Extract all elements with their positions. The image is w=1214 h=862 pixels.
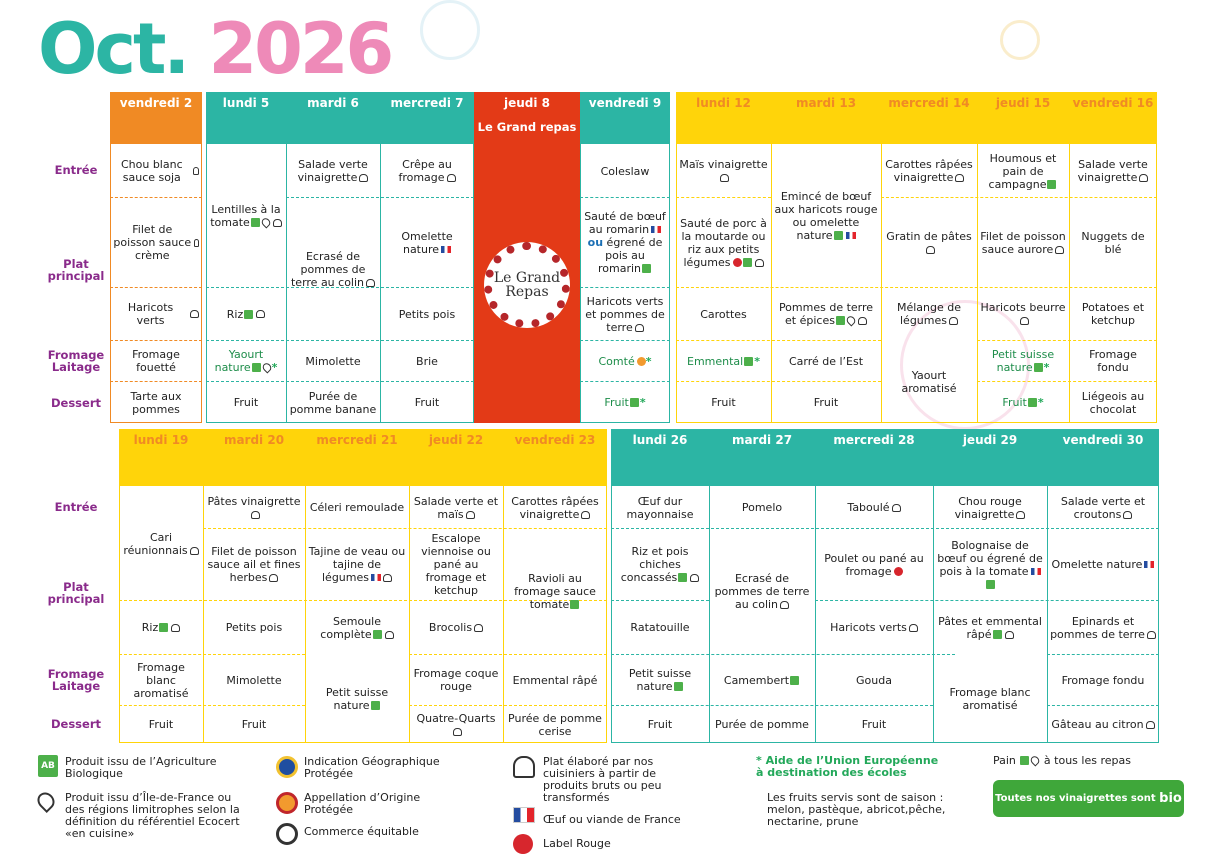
bio-icon (1034, 363, 1043, 372)
bio-icon (674, 682, 683, 691)
chef-icon (447, 174, 456, 182)
menu-cell: Omelette nature (1047, 529, 1159, 600)
menu-cell: Crêpe au fromage (380, 145, 474, 197)
menu-cell: Fruit (241, 718, 267, 731)
menu-cell: Filet de poisson sauce ail et fines herbes (207, 545, 301, 584)
menu-cell: Purée de pomme cerise (508, 711, 602, 738)
label-rouge-logo-icon (513, 834, 533, 854)
legend-local: Produit issu d’Île-de-France ou des régions limitrophes selon la définition du référentiel Ecocert «en cuisine» (65, 791, 240, 840)
menu-cell: Ravioli au fromage sauce tomate (514, 572, 596, 611)
bio-icon (642, 264, 651, 273)
menu-cell: Filet de poisson sauce crème (110, 198, 202, 287)
day-header: vendredi 2 (110, 92, 202, 144)
menu-cell: Yaourt nature * (214, 348, 278, 374)
menu-cell: Gouda (856, 673, 892, 687)
chef-icon (269, 574, 278, 582)
chef-icon (193, 167, 199, 175)
chef-icon (909, 624, 918, 632)
chef-icon (892, 504, 901, 512)
chef-icon (926, 246, 935, 254)
row-label-entree: Entrée (54, 163, 98, 177)
menu-cell: Filet de poisson sauce aurore (980, 229, 1066, 256)
menu-cell: Emmental râpé (512, 673, 598, 687)
grand-repas-title: Le Grand repas (477, 120, 577, 134)
chef-icon (949, 317, 958, 325)
bio-logo-icon: AB (38, 755, 58, 777)
bio-icon (630, 398, 639, 407)
menu-cell: Fromage coque rouge (413, 667, 499, 693)
menu-cell: Sauté de bœuf au romarin ou égrené de pois au romarin (584, 210, 666, 275)
row-label-plat: Plat principal (47, 257, 105, 283)
map-pin-icon (34, 789, 58, 813)
menu-cell: Comté * (598, 354, 652, 368)
row-label-dessert: Dessert (50, 717, 101, 731)
menu-cell: Petit suisse nature * (991, 348, 1055, 374)
france-icon (371, 574, 381, 581)
menu-cell: Petit suisse nature (628, 667, 692, 693)
chef-icon (190, 547, 199, 555)
chef-icon (690, 574, 699, 582)
legend-bio: Produit issu de l’Agriculture Biologique (65, 755, 217, 780)
menu-cell: Petits pois (225, 621, 283, 634)
day-header: vendredi 9 (580, 92, 670, 144)
menu-cell: Emmental * (687, 354, 760, 368)
bio-icon (251, 218, 260, 227)
menu-cell: Pomelo (741, 501, 783, 514)
menu-cell: Sauté de porc à la moutarde ou riz aux petits légumes (680, 216, 767, 269)
menu-cell: Purée de pomme banane (289, 389, 377, 416)
menu-cell: Salade verte vinaigrette (297, 158, 368, 184)
menu-cell: Bolognaise de bœuf ou égrené de pois à la tomate (933, 529, 1047, 600)
day-header: mardi 6 (307, 96, 359, 110)
day-header: lundi 19 (133, 433, 189, 447)
day-header: jeudi 22 (428, 433, 484, 447)
day-header: mercredi 28 (833, 433, 915, 447)
bio-icon (1020, 756, 1029, 765)
chef-icon (383, 574, 392, 582)
row-label-plat: Plat principal (47, 580, 105, 606)
bio-icon (678, 573, 687, 582)
menu-cell: Fruit (861, 718, 887, 731)
title-month: Oct. (38, 8, 188, 90)
menu-cell: Haricots verts (815, 601, 933, 654)
menu-cell: Petits pois (398, 307, 456, 321)
menu-cell: Ratatouille (630, 621, 690, 634)
chef-icon (359, 174, 368, 182)
menu-cell: Lentilles à la tomate (210, 203, 281, 229)
menu-cell: Salade verte vinaigrette (1077, 158, 1148, 184)
menu-cell: Poulet ou pané au fromage (824, 551, 924, 578)
chef-icon (273, 219, 282, 227)
menu-cell: Mimolette (305, 354, 361, 368)
menu-cell: Omelette nature (401, 229, 453, 256)
chef-icon (474, 624, 483, 632)
menu-cell: Semoule complète (305, 601, 409, 654)
menu-cell: Fruit (711, 396, 736, 409)
menu-cell: Camembert (709, 655, 815, 705)
chef-icon (1016, 511, 1025, 519)
bio-icon (371, 701, 380, 710)
day-header: vendredi 30 (1062, 433, 1144, 447)
day-header: mardi 13 (795, 96, 857, 110)
chef-icon (1055, 246, 1064, 254)
vinaigrette-badge: Toutes nos vinaigrettes sont bio (993, 780, 1184, 817)
menu-cell: Pommes de terre et épices (778, 301, 874, 327)
day-header: mercredi 14 (888, 96, 970, 110)
menu-cell: Potatoes et ketchup (1081, 301, 1145, 327)
menu-cell: Quatre-Quarts (409, 706, 503, 743)
chef-icon (194, 239, 199, 247)
local-icon (1029, 754, 1041, 766)
menu-cell: Escalope viennoise ou pané au fromage et ketchup (421, 532, 491, 597)
menu-cell: Fruit (647, 718, 673, 731)
menu-cell: Chou blanc sauce soja (110, 145, 202, 197)
row-label-dessert: Dessert (50, 396, 101, 410)
chef-icon (720, 174, 729, 182)
day-header: jeudi 15 (995, 96, 1051, 110)
legend-label-rouge: Label Rouge (543, 837, 611, 850)
menu-cell: Fruit (813, 396, 839, 409)
day-header: vendredi 23 (514, 433, 596, 447)
menu-cell: Carottes râpées vinaigrette (885, 158, 973, 184)
menu-cell: Gratin de pâtes (881, 198, 977, 287)
legend-france: Œuf ou viande de France (543, 813, 681, 826)
bio-icon (244, 310, 253, 319)
menu-cell: Petit suisse nature (325, 686, 389, 712)
menu-cell: Haricots verts et pommes de terre (585, 294, 665, 334)
menu-cell: Riz (206, 288, 286, 340)
menu-cell: Houmous et pain de campagne (988, 151, 1057, 191)
aop-icon (637, 357, 646, 366)
menu-cell: Mimolette (226, 673, 282, 687)
day-header: jeudi 8 (503, 96, 551, 110)
chef-icon (385, 631, 394, 639)
menu-cell: Fruit * (604, 396, 646, 409)
bio-icon (744, 357, 753, 366)
france-icon (441, 246, 451, 253)
bio-icon (790, 676, 799, 685)
menu-cell: Fromage fondu (1089, 348, 1137, 374)
row-label-fromage: Fromage Laitage (47, 667, 105, 693)
bio-icon (993, 630, 1002, 639)
menu-cell: Pâtes vinaigrette (203, 487, 305, 528)
bio-icon (836, 316, 845, 325)
france-flag-icon (513, 807, 535, 823)
decor-circle (1000, 20, 1040, 60)
chef-icon (1005, 631, 1014, 639)
menu-cell: Chou rouge vinaigrette (933, 487, 1047, 528)
bio-icon (159, 623, 168, 632)
menu-cell: Fromage fouetté (132, 348, 180, 374)
title-year: 2026 (208, 8, 392, 90)
day-header: mercredi 21 (316, 433, 398, 447)
day-header: lundi 12 (696, 96, 751, 110)
menu-cell: Gâteau au citron (1047, 706, 1159, 743)
menu-cell: Fruit (414, 396, 440, 409)
bio-icon (834, 231, 843, 240)
decor-circle (420, 0, 480, 60)
fair-trade-icon (276, 823, 298, 845)
legend-equitable: Commerce équitable (304, 825, 419, 838)
label-rouge-icon (733, 258, 742, 267)
menu-cell: Brie (416, 354, 438, 368)
day-header: lundi 5 (222, 96, 270, 110)
chef-icon (1020, 317, 1029, 325)
igp-icon (276, 756, 298, 778)
bio-icon (570, 600, 579, 609)
chef-icon (755, 259, 764, 267)
legend-igp: Indication Géographique Protégée (304, 755, 440, 780)
menu-cell: Liégeois au chocolat (1081, 389, 1145, 416)
menu-cell: Tarte aux pommes (130, 389, 182, 416)
day-header: mardi 20 (223, 433, 285, 447)
chef-icon (190, 310, 199, 318)
day-header: jeudi 29 (962, 433, 1018, 447)
menu-cell: Céleri remoulade (309, 501, 405, 514)
menu-cell: Maïs vinaigrette (676, 145, 771, 197)
chef-icon (251, 511, 260, 519)
day-header: mardi 27 (731, 433, 793, 447)
bio-icon (986, 580, 995, 589)
menu-cell: Epinards et pommes de terre (1047, 601, 1159, 654)
menu-cell: Fromage blanc aromatisé (133, 660, 189, 700)
local-icon (260, 216, 272, 228)
row-label-entree: Entrée (54, 500, 98, 514)
menu-cell: Tajine de veau ou tajine de légumes (308, 545, 406, 584)
menu-cell: Yaourt aromatisé (901, 369, 957, 395)
menu-cell: Fromage blanc aromatisé (949, 686, 1031, 712)
chef-hat-icon (513, 756, 535, 778)
france-icon (1031, 568, 1041, 575)
menu-cell: Fruit * (1002, 396, 1044, 409)
page-title (38, 4, 391, 94)
bio-icon (1047, 180, 1056, 189)
menu-cell: Fromage fondu (1061, 673, 1145, 687)
chef-icon (171, 624, 180, 632)
chef-icon (635, 324, 644, 332)
menu-cell: Haricots beurre (977, 288, 1069, 340)
chef-icon (780, 601, 789, 609)
menu-cell: Coleslaw (600, 164, 650, 178)
menu-cell: Carottes râpées vinaigrette (511, 494, 599, 521)
france-icon (846, 232, 856, 239)
chef-icon (1146, 721, 1155, 729)
menu-cell: Œuf dur mayonnaise (626, 494, 694, 521)
menu-cell: Emincé de bœuf aux haricots rouge ou omelette nature (774, 190, 878, 242)
legend-ue: * Aide de l’Union Européenne à destination des écoles (756, 754, 939, 779)
bio-icon (252, 363, 261, 372)
legend-aop: Appellation d’Origine Protégée (304, 791, 421, 816)
menu-cell: Pâtes et emmental râpé (938, 614, 1042, 641)
menu-cell: Taboulé (815, 487, 933, 528)
menu-cell: Carottes (700, 307, 747, 321)
legend-pain: Pain à tous les repas (993, 754, 1131, 767)
legend-fruits: Les fruits servis sont de saison : melon, pastèque, abricot,pêche, nectarine, prune (767, 791, 946, 828)
menu-cell: Salade verte et croutons (1060, 494, 1146, 521)
menu-cell: Cari réunionnais (119, 487, 203, 600)
chef-icon (1123, 511, 1132, 519)
day-header: lundi 26 (632, 433, 688, 447)
chef-icon (366, 279, 375, 287)
chef-icon (581, 511, 590, 519)
chef-icon (256, 310, 265, 318)
menu-cell: Fruit (148, 718, 174, 731)
chef-icon (1147, 631, 1156, 639)
legend-chef: Plat élaboré par nos cuisiniers à partir de produits bruts ou peu transformés (543, 755, 662, 804)
menu-cell: Riz (119, 601, 203, 654)
france-icon (651, 226, 661, 233)
chef-icon (858, 317, 867, 325)
menu-cell: Riz et pois chiches concassés (611, 529, 709, 600)
menu-cell: Nuggets de blé (1081, 229, 1145, 256)
menu-cell: Carré de l’Est (788, 354, 864, 368)
menu-cell: Brocolis (409, 601, 503, 654)
menu-cell: Salade verte et maïs (413, 494, 499, 521)
menu-cell: Haricots verts (110, 288, 202, 340)
menu-cell: Fruit (233, 396, 259, 409)
france-icon (1144, 561, 1154, 568)
menu-cell: Mélange de légumes (896, 301, 962, 327)
aop-logo-icon (276, 792, 298, 814)
row-label-fromage: Fromage Laitage (47, 348, 105, 374)
label-rouge-icon (894, 567, 903, 576)
chef-icon (466, 511, 475, 519)
day-header: mercredi 7 (390, 96, 464, 110)
grand-repas-logo: Le Grand Repas (484, 242, 570, 328)
chef-icon (1139, 174, 1148, 182)
menu-cell: Ecrasé de pommes de terre au colin (714, 572, 810, 611)
local-icon (845, 314, 857, 326)
menu-cell: Ecrasé de pommes de terre au colin (286, 198, 380, 340)
bio-icon (373, 630, 382, 639)
chef-icon (453, 728, 462, 736)
bio-icon (1028, 398, 1037, 407)
menu-cell: Purée de pomme (715, 718, 809, 731)
chef-icon (955, 174, 964, 182)
day-header: vendredi 16 (1072, 96, 1154, 110)
bio-icon (743, 258, 752, 267)
